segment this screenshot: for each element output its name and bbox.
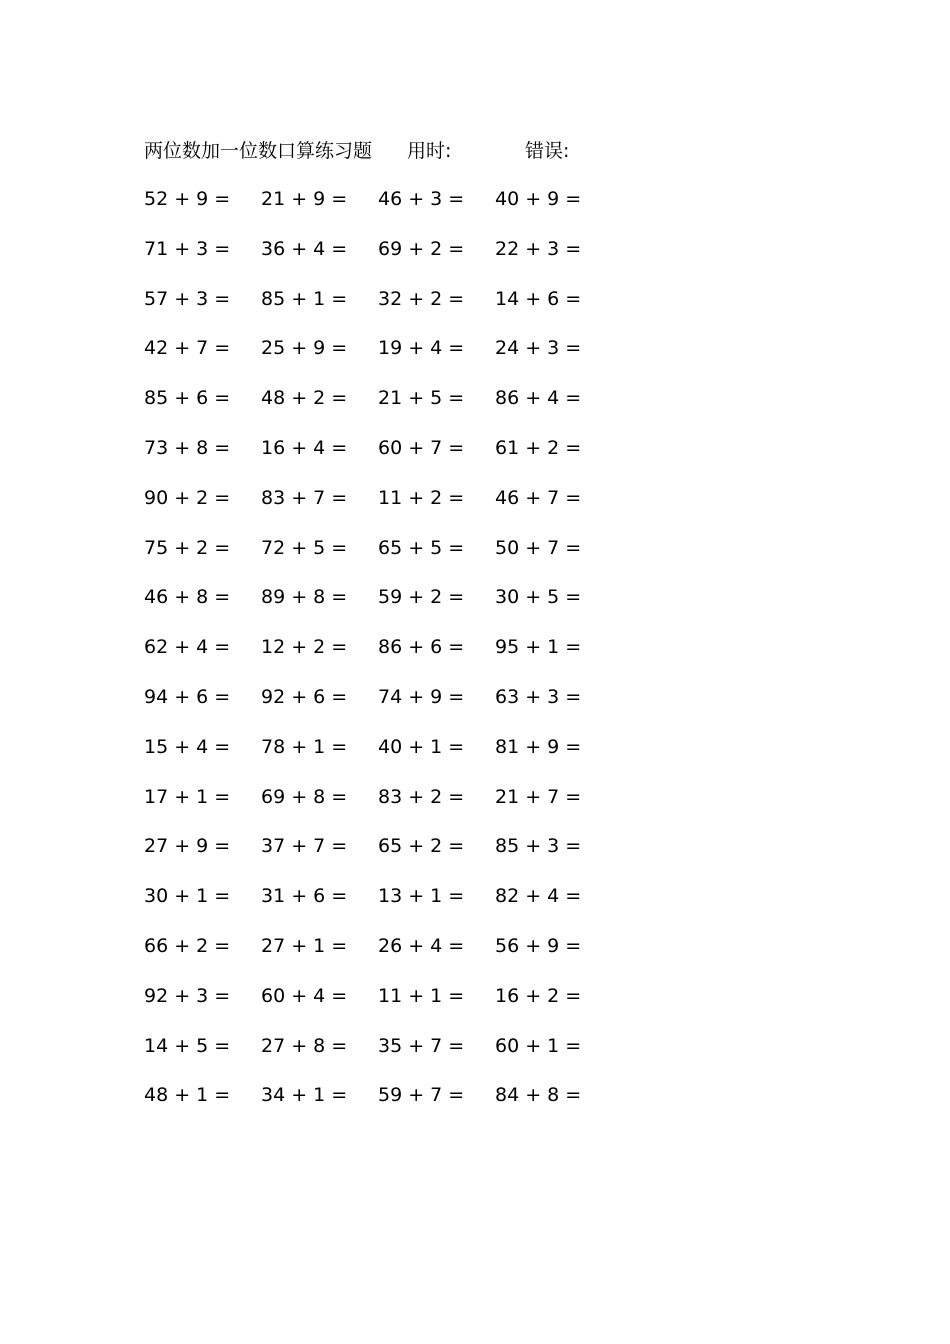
problem-row	[144, 433, 624, 483]
problem-item: 46 + 8 =	[144, 586, 231, 609]
problem-row	[144, 234, 624, 284]
problem-item: 65 + 2 =	[378, 835, 465, 858]
problem-item: 25 + 9 =	[261, 337, 348, 360]
problem-item: 62 + 4 =	[144, 636, 231, 659]
problem-item: 11 + 1 =	[378, 984, 465, 1007]
problem-row	[144, 1080, 624, 1130]
problem-item: 48 + 1 =	[144, 1084, 231, 1107]
problem-item: 52 + 9 =	[144, 188, 231, 210]
problem-item: 37 + 7 =	[261, 835, 348, 858]
problem-item: 21 + 5 =	[378, 387, 465, 410]
problem-item: 30 + 1 =	[144, 885, 231, 908]
problem-item: 13 + 1 =	[378, 885, 465, 908]
problem-item: 35 + 7 =	[378, 1034, 465, 1057]
problem-row	[144, 981, 624, 1031]
problem-row	[144, 682, 624, 732]
problem-item: 22 + 3 =	[495, 237, 582, 260]
problem-item: 19 + 4 =	[378, 337, 465, 360]
problem-item: 92 + 6 =	[261, 685, 348, 708]
problem-row	[144, 1031, 624, 1081]
problem-item: 69 + 2 =	[378, 237, 465, 260]
problem-item: 27 + 9 =	[144, 835, 231, 858]
problem-item: 75 + 2 =	[144, 536, 231, 559]
problem-row	[144, 333, 624, 383]
problem-item: 86 + 6 =	[378, 636, 465, 659]
problem-row	[144, 931, 624, 981]
problem-item: 60 + 4 =	[261, 984, 348, 1007]
problem-item: 12 + 2 =	[261, 636, 348, 659]
problem-item: 74 + 9 =	[378, 685, 465, 708]
problem-item: 65 + 5 =	[378, 536, 465, 559]
problem-item: 31 + 6 =	[261, 885, 348, 908]
problem-item: 46 + 7 =	[495, 486, 582, 509]
problem-item: 57 + 3 =	[144, 287, 231, 310]
problem-row	[144, 533, 624, 583]
problem-item: 60 + 7 =	[378, 436, 465, 459]
problem-item: 94 + 6 =	[144, 685, 231, 708]
problem-item: 40 + 1 =	[378, 735, 465, 758]
problem-item: 21 + 7 =	[495, 785, 582, 808]
problem-item: 63 + 3 =	[495, 685, 582, 708]
problem-item: 59 + 7 =	[378, 1084, 465, 1107]
problem-item: 36 + 4 =	[261, 237, 348, 260]
problem-item: 40 + 9 =	[495, 188, 582, 210]
problem-item: 85 + 3 =	[495, 835, 582, 858]
problem-item: 24 + 3 =	[495, 337, 582, 360]
problem-item: 27 + 1 =	[261, 934, 348, 957]
problem-item: 81 + 9 =	[495, 735, 582, 758]
problem-item: 73 + 8 =	[144, 436, 231, 459]
problem-item: 66 + 2 =	[144, 934, 231, 957]
problem-item: 72 + 5 =	[261, 536, 348, 559]
problem-item: 27 + 8 =	[261, 1034, 348, 1057]
problem-item: 85 + 6 =	[144, 387, 231, 410]
problem-item: 60 + 1 =	[495, 1034, 582, 1057]
problem-item: 86 + 4 =	[495, 387, 582, 410]
problem-item: 26 + 4 =	[378, 934, 465, 957]
problem-row	[144, 732, 624, 782]
problem-item: 59 + 2 =	[378, 586, 465, 609]
problem-item: 16 + 2 =	[495, 984, 582, 1007]
problem-item: 84 + 8 =	[495, 1084, 582, 1107]
problem-row	[144, 383, 624, 433]
problem-row	[144, 483, 624, 533]
problem-item: 50 + 7 =	[495, 536, 582, 559]
problem-row	[144, 184, 624, 234]
problem-item: 42 + 7 =	[144, 337, 231, 360]
problem-item: 78 + 1 =	[261, 735, 348, 758]
problem-item: 48 + 2 =	[261, 387, 348, 410]
problem-grid	[144, 184, 624, 1130]
time-label: 用时:	[407, 140, 452, 162]
problem-row	[144, 582, 624, 632]
problem-item: 61 + 2 =	[495, 436, 582, 459]
problem-item: 11 + 2 =	[378, 486, 465, 509]
problem-item: 14 + 5 =	[144, 1034, 231, 1057]
problem-item: 83 + 7 =	[261, 486, 348, 509]
problem-item: 56 + 9 =	[495, 934, 582, 957]
problem-item: 32 + 2 =	[378, 287, 465, 310]
problem-item: 95 + 1 =	[495, 636, 582, 659]
problem-row	[144, 881, 624, 931]
problem-item: 83 + 2 =	[378, 785, 465, 808]
problem-item: 90 + 2 =	[144, 486, 231, 509]
problem-item: 30 + 5 =	[495, 586, 582, 609]
problem-item: 34 + 1 =	[261, 1084, 348, 1107]
problem-item: 82 + 4 =	[495, 885, 582, 908]
problem-row	[144, 831, 624, 881]
problem-item: 17 + 1 =	[144, 785, 231, 808]
problem-item: 21 + 9 =	[261, 188, 348, 210]
worksheet-title: 两位数加一位数口算练习题	[144, 140, 373, 162]
problem-item: 92 + 3 =	[144, 984, 231, 1007]
problem-row	[144, 782, 624, 832]
errors-label: 错误:	[525, 140, 570, 162]
problem-item: 71 + 3 =	[144, 237, 231, 260]
problem-item: 89 + 8 =	[261, 586, 348, 609]
problem-row	[144, 284, 624, 334]
problem-row	[144, 632, 624, 682]
problem-item: 16 + 4 =	[261, 436, 348, 459]
worksheet-header	[144, 136, 664, 166]
problem-item: 15 + 4 =	[144, 735, 231, 758]
problem-item: 46 + 3 =	[378, 188, 465, 210]
problem-item: 69 + 8 =	[261, 785, 348, 808]
problem-item: 14 + 6 =	[495, 287, 582, 310]
problem-item: 85 + 1 =	[261, 287, 348, 310]
